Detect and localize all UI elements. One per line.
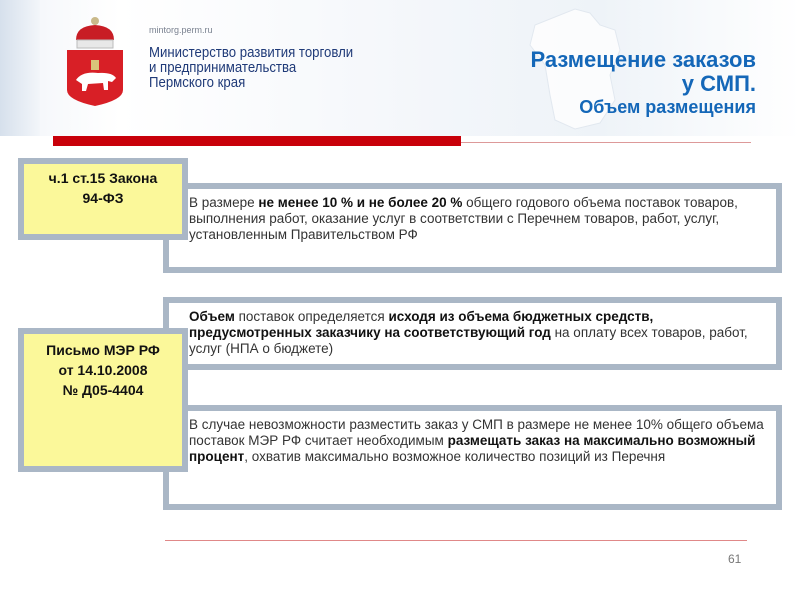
source-box-law bbox=[18, 158, 188, 240]
bold-text: исходя из объема бюджетных средств, предусмотренных заказчику на соответствующий год bbox=[189, 309, 654, 340]
header-divider bbox=[461, 142, 751, 143]
source-line: 94-ФЗ bbox=[82, 190, 124, 206]
text: на оплату всех товаров, работ, услуг (НПА о бюджете) bbox=[189, 325, 748, 356]
text: В случае невозможности разместить заказ у СМП в размере не менее 10% общего объема поставок МЭР РФ считает необходимым bbox=[189, 417, 764, 448]
bold-text: не менее 10 % и не более 20 % bbox=[258, 195, 463, 210]
bold-text: Объем bbox=[189, 309, 235, 324]
source-line: ч.1 ст.15 Закона bbox=[48, 170, 158, 186]
ministry-name-line: Пермского края bbox=[149, 74, 246, 91]
ministry-name-line: и предпринимательства bbox=[149, 59, 297, 76]
bold-text: размещать заказ на максимально возможный процент bbox=[189, 433, 756, 464]
title-line: у СМП. bbox=[681, 71, 756, 96]
slide-subtitle: Объем размещения bbox=[579, 97, 756, 117]
slide-title bbox=[531, 48, 757, 118]
header-left-strip bbox=[0, 0, 40, 136]
source-line: Письмо МЭР РФ bbox=[46, 342, 160, 358]
page-number: 61 bbox=[728, 552, 742, 566]
content-box-quota bbox=[163, 183, 782, 273]
content-box-fallback bbox=[163, 405, 782, 510]
content-box-volume bbox=[163, 297, 782, 370]
title-line: Размещение заказов bbox=[530, 47, 756, 72]
text: , охватив максимально возможное количество позиций из Перечня bbox=[244, 449, 666, 464]
source-box-letter bbox=[18, 328, 188, 472]
source-line: № Д05-4404 bbox=[62, 382, 144, 398]
ministry-name bbox=[149, 45, 353, 90]
footer-divider bbox=[165, 540, 747, 541]
header-red-bar bbox=[53, 136, 461, 146]
text: общего годового объема поставок товаров, выполнения работ, оказание услуг в соответствии с Перечнем товаров, работ, услуг, установленным Правительством РФ bbox=[189, 195, 738, 242]
perm-coat-of-arms-logo bbox=[64, 16, 126, 106]
ministry-name-line: Министерство развития торговли bbox=[149, 44, 354, 61]
text: поставок определяется bbox=[234, 309, 389, 324]
text: В размере bbox=[189, 195, 259, 210]
source-line: от 14.10.2008 bbox=[58, 362, 148, 378]
site-url: mintorg.perm.ru bbox=[149, 25, 213, 35]
